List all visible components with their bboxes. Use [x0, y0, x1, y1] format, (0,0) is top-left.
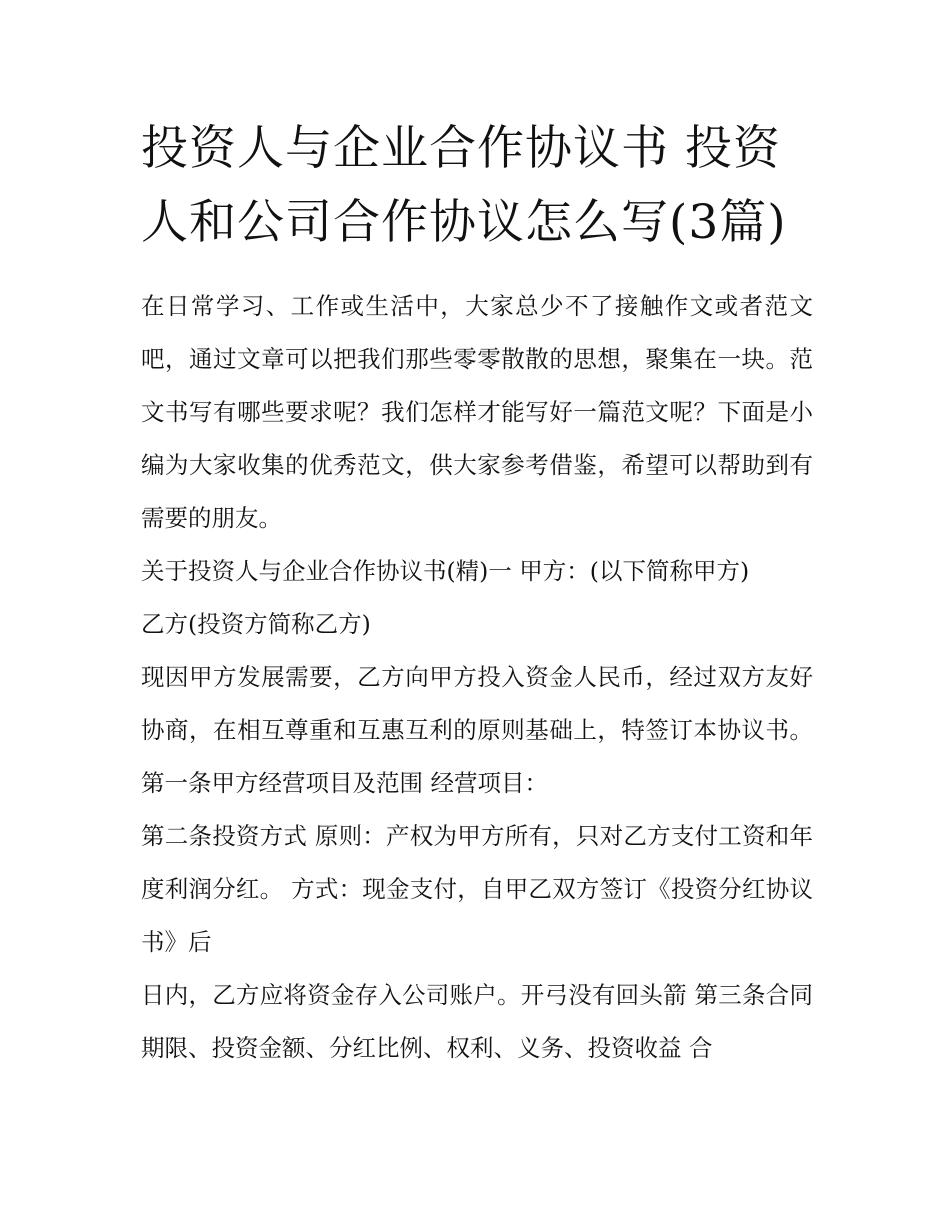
paragraph-intro: 在日常学习、工作或生活中，大家总少不了接触作文或者范文吧，通过文章可以把我们那些零零散散的思想，聚集在一块。范文书写有哪些要求呢？我们怎样才能写好一篇范文呢？下面是小编为大家收集的优秀范文，供大家参考借鉴，希望可以帮助到有需要的朋友。 [141, 292, 813, 532]
paragraph-party-a: 关于投资人与企业合作协议书(精)一 甲方：(以下简称甲方) [141, 557, 750, 585]
paragraph-article-3: 日内，乙方应将资金存入公司账户。开弓没有回头箭 第三条合同期限、投资金额、分红比例、权利、义务、投资收益 合 [141, 981, 813, 1062]
document-title: 投资人与企业合作协议书 投资人和公司合作协议怎么写(3篇) [141, 121, 787, 250]
paragraph-party-b: 乙方(投资方简称乙方) [141, 610, 371, 638]
paragraph-purpose: 现因甲方发展需要，乙方向甲方投入资金人民币，经过双方友好协商，在相互尊重和互惠互利的原则基础上，特签订本协议书。 第一条甲方经营项目及范围 经营项目： [141, 663, 813, 797]
document-body [141, 280, 813, 1075]
document-page [141, 112, 813, 1075]
paragraph-article-2: 第二条投资方式 原则：产权为甲方所有，只对乙方支付工资和年度利润分红。 方式：现金支付，自甲乙双方签订《投资分红协议书》后 [141, 822, 813, 956]
